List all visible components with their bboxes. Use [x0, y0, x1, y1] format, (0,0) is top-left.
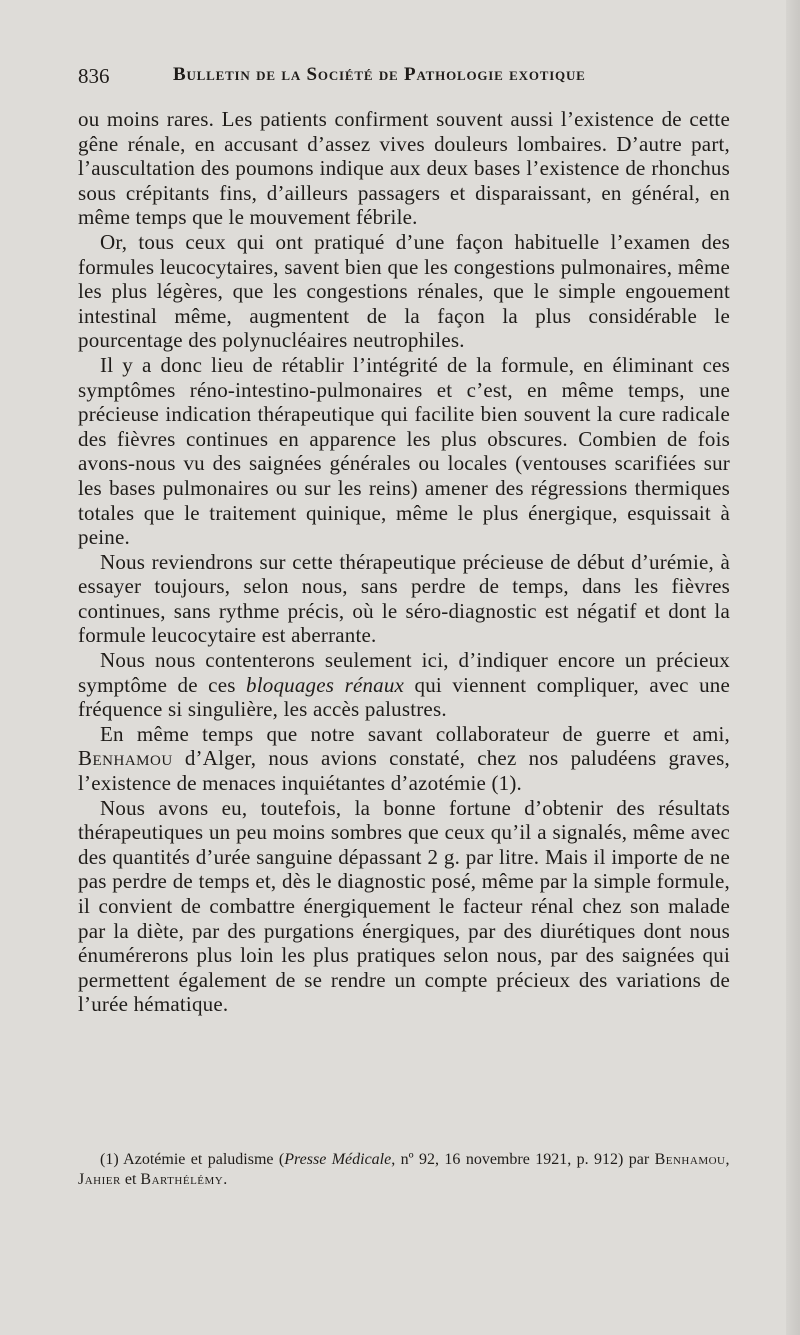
- paragraph-6-text-a: En même temps que notre savant collaborateur de guerre et ami,: [100, 721, 730, 746]
- paragraph-1: ou moins rares. Les patients confirment souvent aussi l’existence de cette gêne rénale, en accusant d’assez vives douleurs lombaires. D’autre part, l’auscultation des poumons indique aux deux bases l’existence de rhonchus sous crépitants fins, d’ailleurs passagers et disparaissant, en général, en même temps que le mouvement fébrile.: [78, 107, 730, 230]
- footnote-last-author: Barthélémy: [140, 1171, 224, 1188]
- paragraph-4: Nous reviendrons sur cette thérapeutique précieuse de début d’urémie, à essayer toujours, selon nous, sans perdre de temps, dans les fièvres continues, sans rythme précis, où le séro-diagnostic est négatif et dont la formule leucocytaire est aberrante.: [78, 549, 730, 648]
- footnote-et: et: [120, 1171, 141, 1188]
- paragraph-6: [78, 722, 730, 796]
- body-text: [78, 107, 730, 1017]
- paragraph-5: [78, 648, 730, 722]
- footnote-text-b: , nº 92, 16 novembre 1921, p. 912) par: [391, 1151, 655, 1168]
- paragraph-3: Il y a donc lieu de rétablir l’intégrité de la formule, en éliminant ces symptômes réno-intestino-pulmonaires et c’est, en même temps, une précieuse indication thérapeutique qui facilite bien souvent la cure radicale des fièvres continues en apparence les plus obscures. Combien de fois avons-nous vu des saignées générales ou locales (ventouses scarifiées sur les bases pulmonaires ou sur les reins) amener des régressions thermiques totales que le traitement quinique, même le plus énergique, esquissait à peine.: [78, 352, 730, 550]
- paragraph-2: Or, tous ceux qui ont pratiqué d’une façon habituelle l’examen des formules leucocytaires, savent bien que les congestions pulmonaires, même les plus légères, que les congestions rénales, que le simple engouement intestinal même, augmentent de la façon la plus considérable le pourcentage des polynucléaires neutrophiles.: [78, 229, 730, 353]
- page-edge-shadow: [786, 0, 800, 1335]
- paragraph-5-text-a: Nous nous contenterons seulement ici, d’indiquer encore un précieux symptôme de ces: [78, 648, 730, 697]
- paragraph-5-italic: bloquages rénaux: [246, 672, 405, 697]
- footnote: [78, 1150, 730, 1190]
- footnote-journal: Presse Médicale: [284, 1151, 392, 1168]
- footnote-authors: Benhamou, Jahier: [78, 1151, 730, 1188]
- paragraph-7: Nous avons eu, toutefois, la bonne fortune d’obtenir des résultats thérapeutiques un peu moins sombres que ceux qu’il a signalés, même avec des quantités d’urée sanguine dépassant 2 g. par litre. Mais il importe de ne pas perdre de temps et, dès le diagnostic posé, même par la simple formule, il convient de combattre énergiquement le facteur rénal chez son malade par la diète, par des purgations énergiques, par des diurétiques dont nous énumérerons plus loin les plus pratiques selon nous, par des saignées qui permettent également de se rendre un compte précieux des variations de l’urée hématique.: [78, 795, 730, 1017]
- page-header: [78, 58, 728, 88]
- page-number: 836: [78, 64, 110, 88]
- footnote-text: [78, 1150, 730, 1190]
- footnote-text-a: (1) Azotémie et paludisme (: [100, 1151, 285, 1168]
- paragraph-5-text-b: qui viennent compliquer, avec une fréquence si singulière, les accès palustres.: [78, 672, 730, 722]
- running-title: Bulletin de la Société de Pathologie exotique: [173, 64, 586, 85]
- footnote-end: .: [223, 1171, 228, 1188]
- paragraph-6-text-b: d’Alger, nous avions constaté, chez nos paludéens graves, l’existence de menaces inquiétantes d’azotémie (1).: [78, 746, 730, 796]
- author-name: Benhamou: [78, 746, 173, 771]
